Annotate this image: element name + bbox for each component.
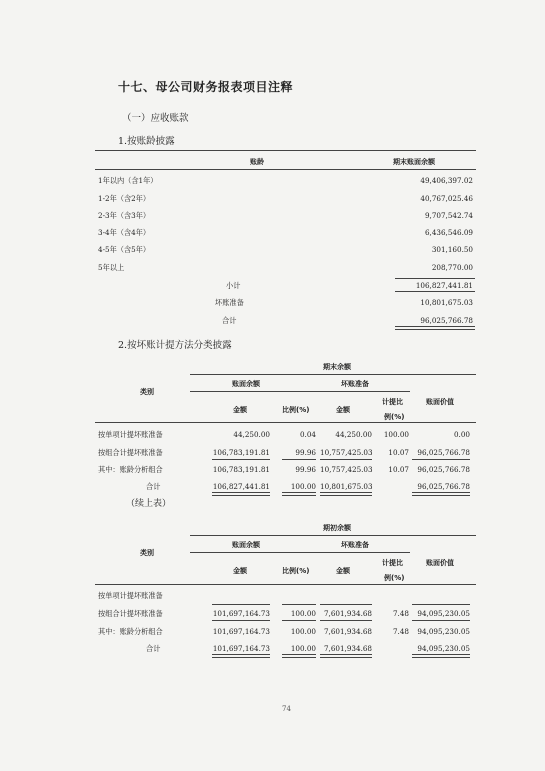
cell-bd-amount: 44,250.00 bbox=[335, 430, 372, 439]
table-rule bbox=[190, 391, 410, 392]
aging-row-value: 9,707,542.74 bbox=[424, 211, 473, 220]
row-label: 合计 bbox=[146, 644, 161, 653]
t2-ratio-header: 比例(%) bbox=[282, 567, 310, 575]
cell-value: 94,095,230.05 bbox=[417, 609, 470, 618]
cell-ratio: 100.00 bbox=[290, 644, 316, 653]
t2-amount2-header: 金额 bbox=[336, 567, 350, 575]
sum-rule bbox=[320, 604, 372, 605]
t1-category-header: 类别 bbox=[140, 388, 154, 396]
cell-value: 96,025,766.78 bbox=[417, 465, 470, 474]
t2-prov-header-1: 计提比 bbox=[382, 559, 403, 567]
total-label: 合计 bbox=[222, 316, 237, 325]
subtotal-label: 小计 bbox=[226, 281, 241, 290]
cell-ratio: 99.96 bbox=[295, 448, 316, 457]
cell-ratio: 100.00 bbox=[290, 627, 316, 636]
sum-rule bbox=[320, 620, 372, 621]
cell-value: 0.00 bbox=[453, 430, 470, 439]
t1-prov-header-2: 例(%) bbox=[384, 413, 405, 421]
double-rule bbox=[212, 654, 270, 658]
t1-book-balance-header: 账面余额 bbox=[232, 380, 260, 388]
double-rule bbox=[395, 326, 475, 330]
t2-group-header: 期初余额 bbox=[323, 524, 351, 532]
table-rule bbox=[95, 169, 476, 170]
aging-row-value: 208,770.00 bbox=[431, 263, 473, 272]
aging-row-label: 4-5年（含5年） bbox=[98, 245, 151, 254]
row-label: 按单项计提坏账准备 bbox=[98, 430, 163, 439]
sum-rule bbox=[282, 604, 316, 605]
cell-ratio: 100.00 bbox=[290, 482, 316, 491]
t2-book-value-header: 账面价值 bbox=[426, 559, 454, 567]
cell-value: 96,025,766.78 bbox=[417, 482, 470, 491]
double-rule bbox=[320, 654, 372, 658]
continued-label: （续上表） bbox=[126, 499, 172, 509]
cell-amount: 101,697,164.73 bbox=[212, 627, 270, 636]
cell-value: 94,095,230.05 bbox=[417, 644, 470, 653]
subsection-title: （一）应收账款 bbox=[122, 113, 189, 124]
sum-rule bbox=[395, 278, 475, 279]
cell-value: 94,095,230.05 bbox=[417, 627, 470, 636]
cell-bd-amount: 7,601,934.68 bbox=[323, 644, 372, 653]
aging-row-value: 40,767,025.46 bbox=[420, 194, 473, 203]
aging-row-label: 1-2年（含2年） bbox=[98, 194, 151, 203]
t2-category-header: 类别 bbox=[140, 549, 154, 557]
part2-title: 2.按坏账计提方法分类披露 bbox=[118, 340, 232, 351]
header-balance: 期末账面余额 bbox=[393, 158, 435, 166]
aging-row-value: 49,406,397.02 bbox=[420, 176, 473, 185]
sum-rule bbox=[320, 459, 372, 460]
cell-amount: 101,697,164.73 bbox=[212, 609, 270, 618]
aging-row-label: 1年以内（含1年） bbox=[98, 176, 158, 185]
header-aging: 账龄 bbox=[250, 158, 264, 166]
double-rule bbox=[212, 492, 270, 496]
sum-rule bbox=[412, 604, 470, 605]
table-rule bbox=[190, 552, 410, 553]
cell-bd-amount: 7,601,934.68 bbox=[323, 627, 372, 636]
cell-prov: 7.48 bbox=[392, 609, 409, 618]
t1-group-header: 期末余额 bbox=[323, 363, 351, 371]
reserve-label: 坏账准备 bbox=[215, 298, 244, 307]
t1-prov-header-1: 计提比 bbox=[382, 398, 403, 406]
cell-value: 96,025,766.78 bbox=[417, 448, 470, 457]
cell-prov: 7.48 bbox=[392, 627, 409, 636]
total-value: 96,025,766.78 bbox=[420, 316, 473, 325]
table-rule bbox=[190, 374, 476, 375]
part1-title: 1.按账龄披露 bbox=[118, 136, 175, 147]
t2-book-balance-header: 账面余额 bbox=[232, 541, 260, 549]
cell-bd-amount: 10,801,675.03 bbox=[320, 482, 373, 491]
cell-bd-amount: 10,757,425.03 bbox=[320, 465, 373, 474]
cell-amount: 106,783,191.81 bbox=[212, 465, 270, 474]
table-rule bbox=[95, 422, 476, 423]
t1-amount-header: 金额 bbox=[233, 406, 247, 414]
table-rule bbox=[190, 535, 476, 536]
row-label: 其中：账龄分析组合 bbox=[98, 465, 163, 474]
table-rule bbox=[95, 584, 476, 585]
cell-ratio: 100.00 bbox=[290, 609, 316, 618]
t1-ratio-header: 比例(%) bbox=[282, 406, 310, 414]
sum-rule bbox=[395, 291, 475, 292]
sum-rule bbox=[282, 459, 316, 460]
double-rule bbox=[320, 492, 372, 496]
row-label: 按单项计提坏账准备 bbox=[98, 591, 163, 600]
row-label: 其中：账龄分析组合 bbox=[98, 627, 163, 636]
aging-row-label: 5年以上 bbox=[98, 263, 125, 272]
subtotal-value: 106,827,441.81 bbox=[415, 281, 473, 290]
row-label: 合计 bbox=[146, 482, 161, 491]
cell-amount: 106,783,191.81 bbox=[212, 448, 270, 457]
aging-row-label: 2-3年（含3年） bbox=[98, 211, 151, 220]
cell-amount: 106,827,441.81 bbox=[212, 482, 270, 491]
cell-bd-amount: 7,601,934.68 bbox=[323, 609, 372, 618]
cell-prov: 10.07 bbox=[388, 465, 409, 474]
table-rule bbox=[95, 150, 476, 151]
t1-amount2-header: 金额 bbox=[336, 406, 350, 414]
aging-row-label: 3-4年（含4年） bbox=[98, 228, 151, 237]
sum-rule bbox=[212, 620, 270, 621]
sum-rule bbox=[212, 604, 270, 605]
aging-row-value: 6,436,546.09 bbox=[424, 228, 473, 237]
sum-rule bbox=[282, 620, 316, 621]
cell-ratio: 99.96 bbox=[295, 465, 316, 474]
double-rule bbox=[282, 492, 316, 496]
t2-amount-header: 金额 bbox=[233, 567, 247, 575]
cell-prov: 10.07 bbox=[388, 448, 409, 457]
aging-row-value: 301,160.50 bbox=[431, 245, 473, 254]
sum-rule bbox=[212, 459, 270, 460]
row-label: 按组合计提坏账准备 bbox=[98, 448, 163, 457]
double-rule bbox=[282, 654, 316, 658]
t2-prov-header-2: 例(%) bbox=[384, 574, 405, 582]
double-rule bbox=[412, 654, 470, 658]
t2-bad-debt-header: 坏账准备 bbox=[341, 541, 369, 549]
cell-amount: 101,697,164.73 bbox=[212, 644, 270, 653]
cell-ratio: 0.04 bbox=[299, 430, 316, 439]
section-title: 十七、母公司财务报表项目注释 bbox=[118, 80, 294, 94]
row-label: 按组合计提坏账准备 bbox=[98, 609, 163, 618]
cell-amount: 44,250.00 bbox=[233, 430, 270, 439]
sum-rule bbox=[412, 620, 470, 621]
cell-bd-amount: 10,757,425.03 bbox=[320, 448, 373, 457]
cell-prov: 100.00 bbox=[383, 430, 409, 439]
t1-book-value-header: 账面价值 bbox=[426, 398, 454, 406]
page-number: 74 bbox=[282, 705, 291, 713]
sum-rule bbox=[412, 459, 470, 460]
reserve-value: 10,801,675.03 bbox=[420, 298, 473, 307]
t1-bad-debt-header: 坏账准备 bbox=[341, 380, 369, 388]
double-rule bbox=[412, 492, 470, 496]
